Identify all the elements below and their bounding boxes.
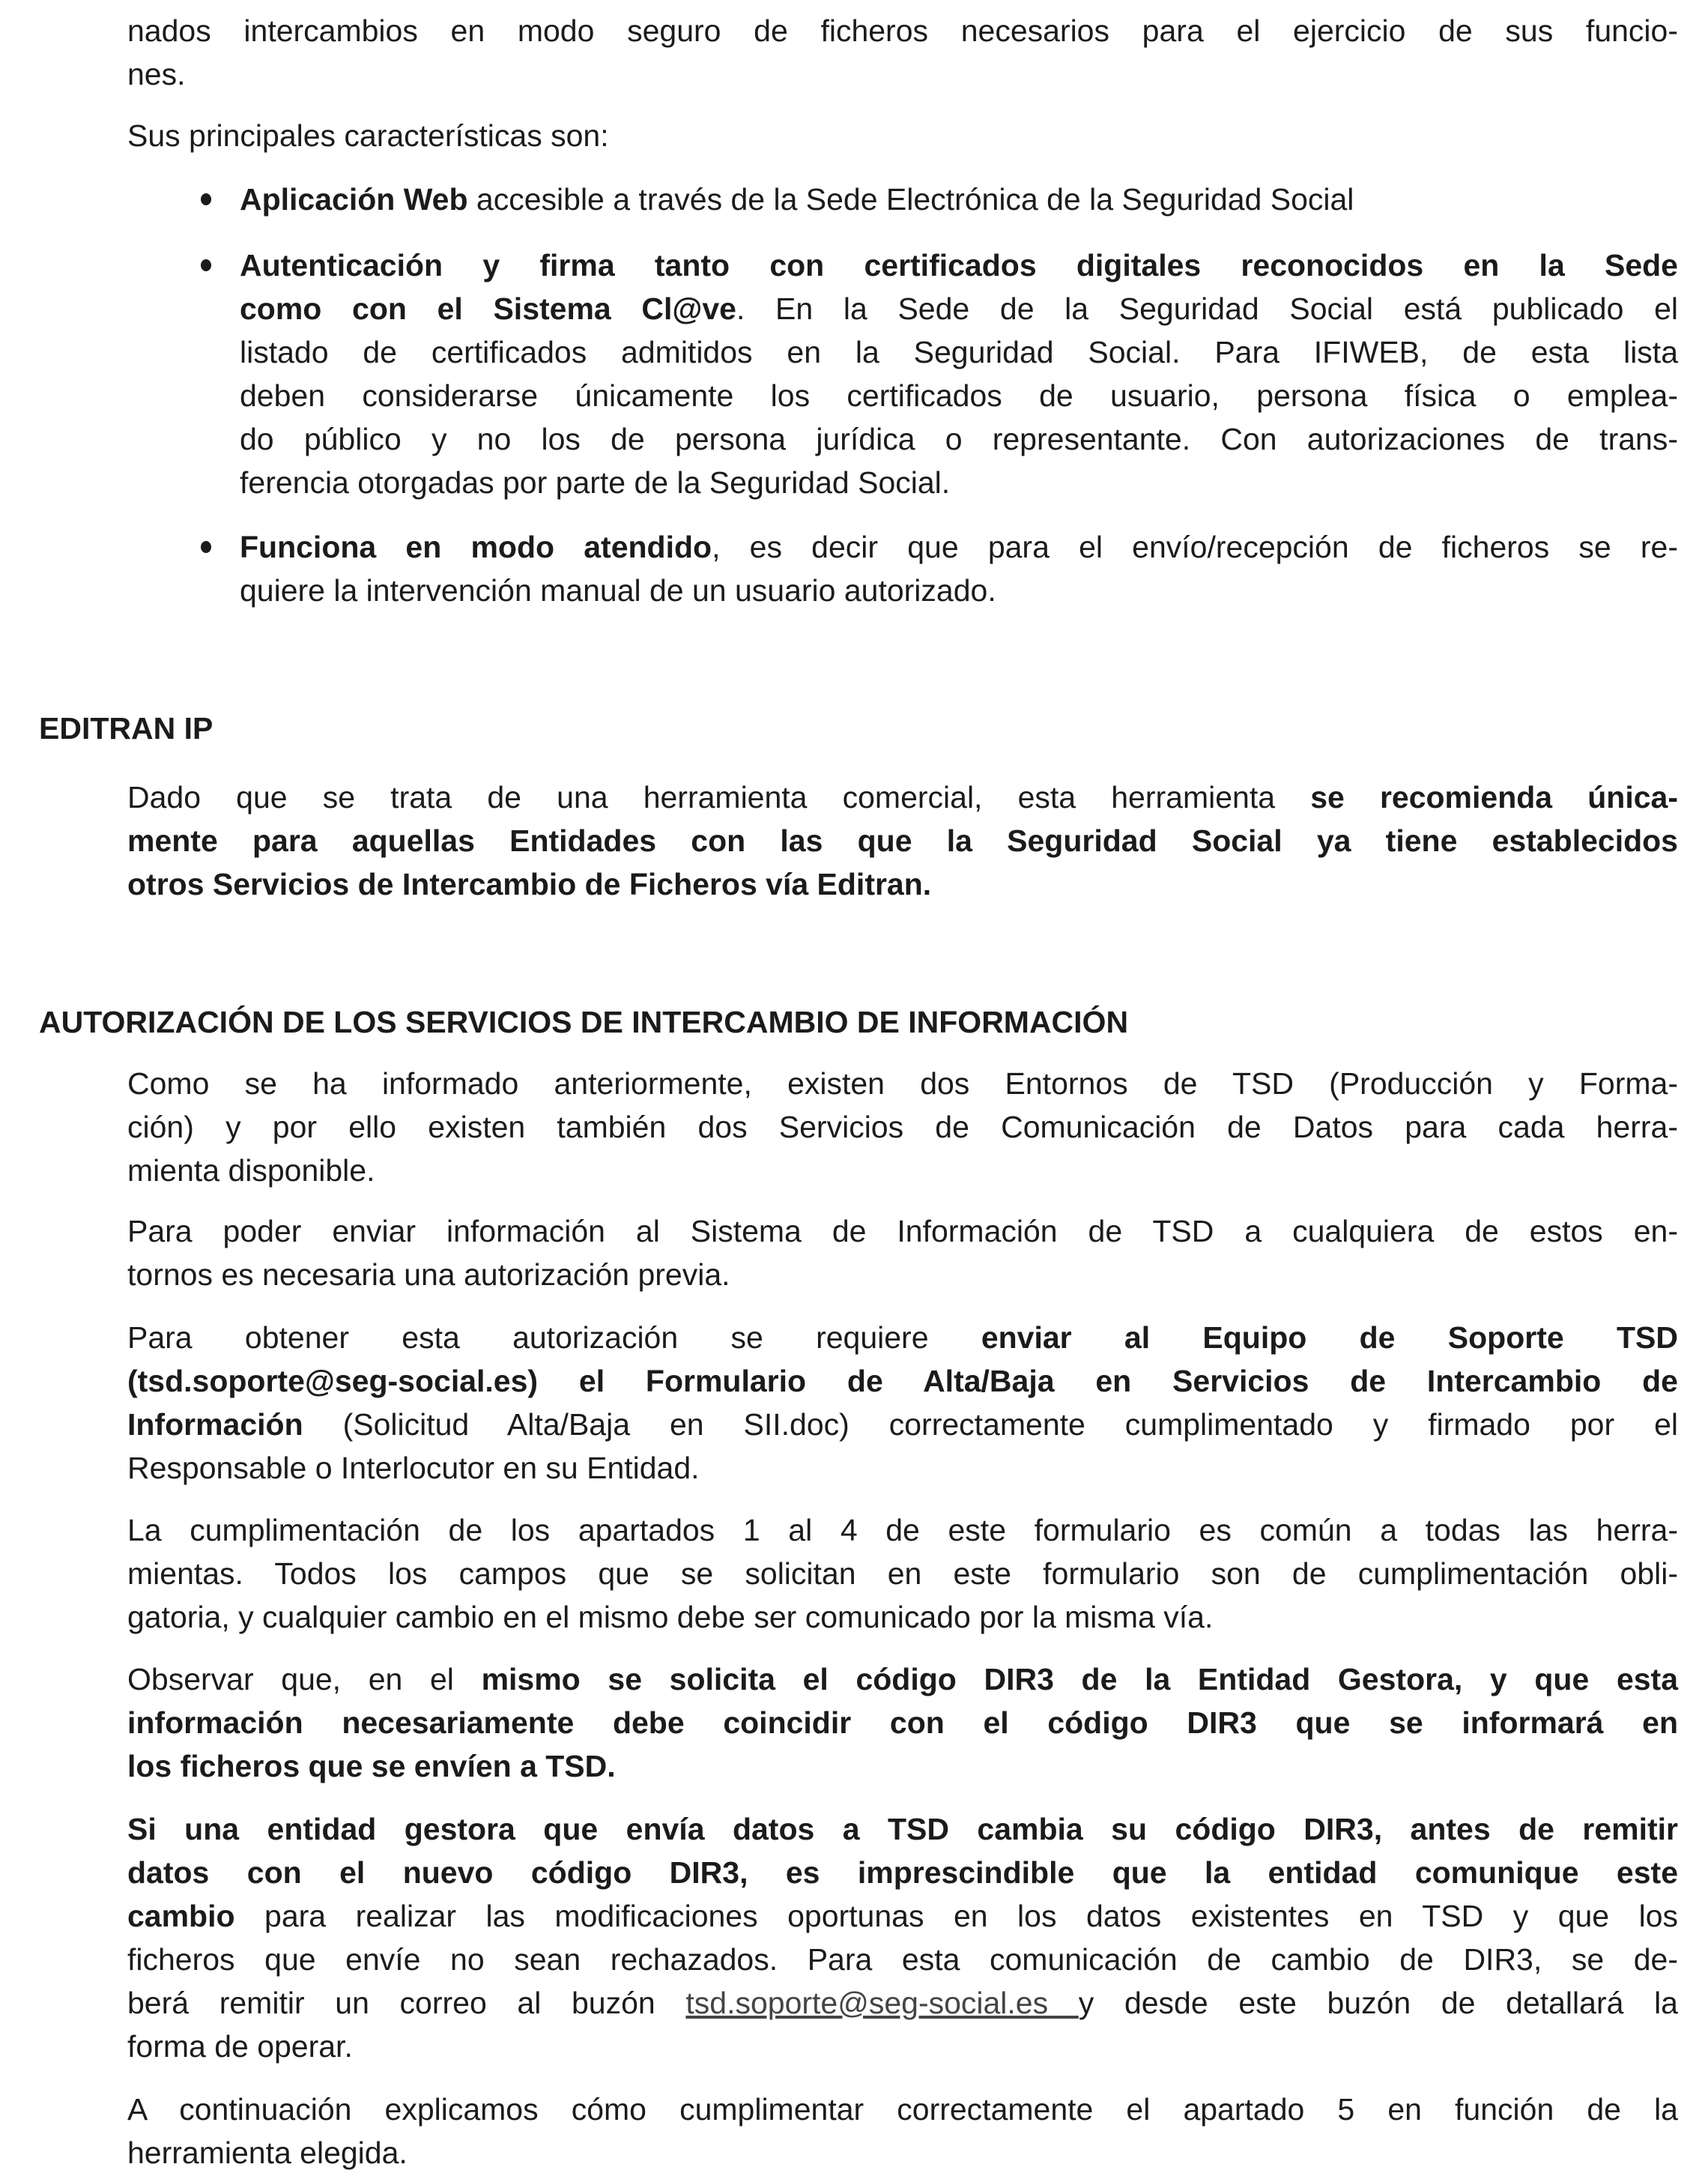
text: tornos es necesaria una autorización previa. — [127, 1257, 730, 1292]
text-line — [127, 1807, 1678, 1851]
bold-text: (tsd.soporte@seg-social.es) el Formulario de Alta/Baja en Servicios de Intercambio de — [127, 1364, 1678, 1398]
bold-text: los ficheros que se envíen a TSD. — [127, 1749, 616, 1783]
bullet-item — [240, 178, 1678, 221]
paragraph — [127, 1062, 1678, 1192]
text-line — [127, 1149, 1678, 1192]
text: ficheros que envíe no sean rechazados. Para esta comunicación de cambio de DIR3, se de- — [127, 1942, 1678, 1977]
text: y desde este buzón de detallará la — [1078, 1986, 1678, 2020]
bold-text: otros Servicios de Intercambio de Ficheros vía Editran. — [127, 867, 932, 901]
text-line — [240, 178, 1678, 221]
bold-text: enviar al Equipo de Soporte TSD — [981, 1320, 1678, 1355]
text-line — [127, 1595, 1678, 1639]
paragraph — [127, 1807, 1678, 2068]
text: Sus principales características son: — [127, 118, 609, 153]
text-line — [127, 776, 1678, 819]
bold-text: cambio — [127, 1899, 235, 1933]
text-line — [127, 1981, 1678, 2025]
paragraph — [127, 1508, 1678, 1639]
text-line — [127, 114, 1678, 157]
text: gatoria, y cualquier cambio en el mismo debe ser comunicado por la misma vía. — [127, 1600, 1214, 1634]
text-line — [127, 2131, 1678, 2175]
paragraph — [127, 1316, 1678, 1490]
text: La cumplimentación de los apartados 1 al 4 de este formulario es común a todas las herra- — [127, 1513, 1678, 1547]
paragraph — [127, 1209, 1678, 1296]
bold-text: se recomienda única- — [1310, 780, 1678, 815]
text-line — [127, 2025, 1678, 2068]
text: mientas. Todos los campos que se solicitan en este formulario son de cumplimentación obli- — [127, 1556, 1678, 1591]
paragraph — [127, 9, 1678, 96]
text: A continuación explicamos cómo cumplimentar correctamente el apartado 5 en función de la — [127, 2092, 1678, 2127]
text-line — [127, 1657, 1678, 1701]
text-line — [127, 52, 1678, 96]
text-line — [240, 525, 1678, 569]
text: AUTORIZACIÓN DE LOS SERVICIOS DE INTERCAMBIO DE INFORMACIÓN — [39, 1005, 1129, 1039]
text-line — [127, 1552, 1678, 1595]
text: ción) y por ello existen también dos Servicios de Comunicación de Datos para cada herra- — [127, 1110, 1678, 1144]
text: quiere la intervención manual de un usuario autorizado. — [240, 573, 996, 608]
text-line — [127, 9, 1678, 52]
paragraph — [127, 776, 1678, 906]
text-line — [240, 287, 1678, 330]
bold-text: datos con el nuevo código DIR3, es imprescindible que la entidad comunique este — [127, 1855, 1678, 1890]
text: Observar que, en el — [127, 1662, 482, 1696]
bold-text: Aplicación Web — [240, 182, 468, 217]
text-line — [240, 461, 1678, 504]
text-line — [127, 1851, 1678, 1894]
text-line — [240, 244, 1678, 287]
text: . En la Sede de la Seguridad Social está publicado el — [736, 291, 1678, 326]
text-line — [240, 417, 1678, 461]
text-line — [127, 1105, 1678, 1149]
text: para realizar las modificaciones oportunas en los datos existentes en TSD y que los — [234, 1899, 1678, 1933]
text: nes. — [127, 57, 186, 91]
paragraph — [127, 2088, 1678, 2175]
text-line — [127, 1446, 1678, 1490]
text: Dado que se trata de una herramienta comercial, esta herramienta — [127, 780, 1311, 815]
text-line — [127, 1062, 1678, 1105]
text-line — [127, 819, 1678, 862]
text-line — [127, 1403, 1678, 1446]
text-line — [127, 1253, 1678, 1296]
bullet-icon — [201, 541, 211, 553]
text-line — [127, 1316, 1678, 1359]
text-line — [39, 1000, 1672, 1044]
text: ferencia otorgadas por parte de la Seguridad Social. — [240, 465, 951, 500]
bold-text: mismo se solicita el código DIR3 de la Entidad Gestora, y que esta — [481, 1662, 1678, 1696]
section-heading — [39, 707, 1672, 750]
text: do público y no los de persona jurídica o representante. Con autorizaciones de trans- — [240, 422, 1678, 456]
text: forma de operar. — [127, 2029, 353, 2064]
text: listado de certificados admitidos en la Seguridad Social. Para IFIWEB, de esta lista — [240, 335, 1678, 369]
bullet-icon — [201, 259, 211, 271]
text: Para poder enviar información al Sistema de Información de TSD a cualquiera de estos en- — [127, 1214, 1678, 1248]
text: nados intercambios en modo seguro de ficheros necesarios para el ejercicio de sus funcio- — [127, 13, 1678, 48]
text-line — [127, 1938, 1678, 1981]
text: (Solicitud Alta/Baja en SII.doc) correctamente cumplimentado y firmado por el — [303, 1407, 1678, 1442]
text-line — [240, 569, 1678, 612]
text-line — [240, 374, 1678, 417]
text-line — [127, 862, 1678, 906]
bold-text: Autenticación y firma tanto con certificados digitales reconocidos en la Sede — [240, 248, 1678, 282]
text: deben considerarse únicamente los certificados de usuario, persona física o emplea- — [240, 378, 1678, 413]
text-line — [127, 1508, 1678, 1552]
bullet-item — [240, 525, 1678, 612]
text-line — [240, 330, 1678, 374]
text-line — [127, 1359, 1678, 1403]
text: Para obtener esta autorización se requiere — [127, 1320, 981, 1355]
bullet-icon — [201, 193, 211, 205]
bold-text: Funciona en modo atendido — [240, 530, 712, 564]
bold-text: Si una entidad gestora que envía datos a TSD cambia su código DIR3, antes de remitir — [127, 1812, 1678, 1846]
bullet-item — [240, 244, 1678, 504]
paragraph — [127, 1657, 1678, 1788]
email-link[interactable]: tsd.soporte@seg-social.es — [685, 1986, 1079, 2020]
text-line — [39, 707, 1672, 750]
text: Como se ha informado anteriormente, existen dos Entornos de TSD (Producción y Forma- — [127, 1066, 1678, 1101]
bold-text: información necesariamente debe coincidir con el código DIR3 que se informará en — [127, 1705, 1678, 1740]
text: EDITRAN IP — [39, 711, 214, 746]
bold-text: mente para aquellas Entidades con las que la Seguridad Social ya tiene establecidos — [127, 823, 1678, 858]
text: accesible a través de la Sede Electrónica de la Seguridad Social — [467, 182, 1354, 217]
text-line — [127, 2088, 1678, 2131]
paragraph — [127, 114, 1678, 157]
text: , es decir que para el envío/recepción de ficheros se re- — [712, 530, 1679, 564]
text-line — [127, 1894, 1678, 1938]
text: mienta disponible. — [127, 1153, 375, 1188]
text: Responsable o Interlocutor en su Entidad. — [127, 1451, 700, 1485]
text: berá remitir un correo al buzón — [127, 1986, 686, 2020]
text-line — [127, 1701, 1678, 1744]
bold-text: como con el Sistema Cl@ve — [240, 291, 736, 326]
section-heading — [39, 1000, 1672, 1044]
text: herramienta elegida. — [127, 2136, 408, 2170]
text-line — [127, 1209, 1678, 1253]
text-line — [127, 1744, 1678, 1788]
bold-text: Información — [127, 1407, 303, 1442]
